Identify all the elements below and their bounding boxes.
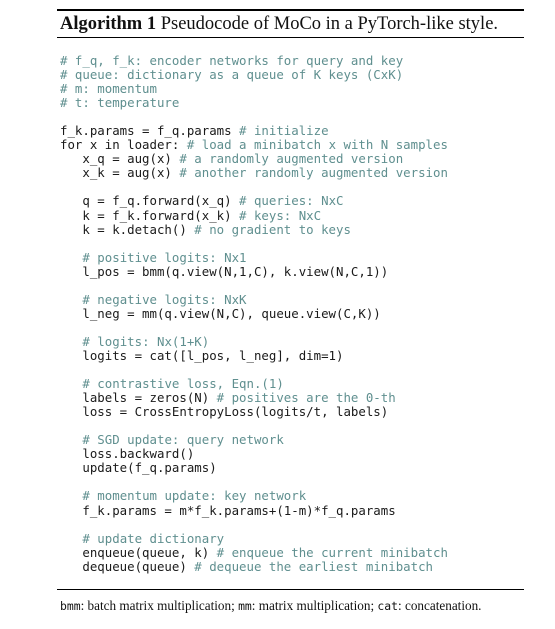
code-line — [60, 96, 448, 110]
code-text — [60, 432, 82, 447]
code-text — [60, 531, 82, 546]
code-comment: # SGD update: query network — [82, 432, 284, 448]
code-line — [60, 518, 448, 532]
code-line — [60, 180, 448, 194]
algorithm-heading — [60, 12, 530, 36]
code-text: f_k.params = m*f_k.params+(1-m)*f_q.params — [60, 502, 396, 518]
code-text: labels = zeros(N) — [60, 390, 217, 406]
code-line — [60, 335, 448, 349]
code-line — [60, 265, 448, 279]
code-text: l_pos = bmm(q.view(N,1,C), k.view(N,C,1)) — [60, 263, 389, 279]
caption-term-bmm: bmm — [60, 599, 81, 613]
header-rule — [57, 37, 524, 38]
code-line — [60, 321, 448, 335]
code-comment: # logits: Nx(1+K) — [82, 333, 210, 349]
code-line — [60, 363, 448, 377]
code-line — [60, 138, 448, 152]
code-text — [60, 376, 82, 391]
code-line — [60, 405, 448, 419]
code-text: logits = cat([l_pos, l_neg], dim=1) — [60, 347, 344, 363]
code-line — [60, 447, 448, 461]
code-line — [60, 349, 448, 363]
caption-term-cat: cat — [377, 599, 398, 613]
code-comment: # negative logits: NxK — [82, 291, 247, 307]
code-line — [60, 152, 448, 166]
code-comment: # queue: dictionary as a queue of K keys (CxK) — [60, 67, 404, 83]
code-comment: # momentum update: key network — [82, 488, 307, 504]
code-line — [60, 560, 448, 574]
code-line — [60, 504, 448, 518]
code-text: dequeue(queue) — [60, 558, 195, 574]
code-line — [60, 377, 448, 391]
code-line — [60, 209, 448, 223]
code-comment: # update dictionary — [82, 530, 225, 546]
caption-def-mm: : matrix multiplication; — [251, 598, 378, 613]
code-line — [60, 489, 448, 503]
algorithm-label: Algorithm 1 — [60, 14, 157, 34]
caption-def-cat: : concatenation. — [398, 598, 482, 613]
code-text: k = f_k.forward(x_k) — [60, 207, 240, 223]
code-line — [60, 279, 448, 293]
code-line — [60, 419, 448, 433]
code-comment: # contrastive loss, Eqn.(1) — [82, 376, 284, 392]
code-line — [60, 293, 448, 307]
code-text — [60, 292, 82, 307]
code-comment: # t: temperature — [60, 95, 180, 111]
code-text — [60, 250, 82, 265]
code-line — [60, 307, 448, 321]
code-text: for x in loader: — [60, 137, 187, 153]
code-line — [60, 223, 448, 237]
code-comment: # queries: NxC — [239, 193, 344, 209]
code-comment: # load a minibatch x with N samples — [186, 137, 448, 153]
code-text: loss = CrossEntropyLoss(logits/t, labels) — [60, 404, 389, 420]
code-text: x_q = aug(x) — [60, 151, 180, 167]
caption — [60, 598, 481, 614]
code-line — [60, 391, 448, 405]
code-text: k = k.detach() — [60, 221, 195, 237]
code-line — [60, 475, 448, 489]
code-comment: # a randomly augmented version — [179, 151, 404, 167]
code-line — [60, 54, 448, 68]
code-line — [60, 110, 448, 124]
code-text: l_neg = mm(q.view(N,C), queue.view(C,K)) — [60, 305, 381, 321]
code-comment: # no gradient to keys — [194, 221, 351, 237]
code-text: update(f_q.params) — [60, 460, 217, 476]
caption-def-bmm: : batch matrix multiplication; — [80, 598, 239, 613]
code-line — [60, 433, 448, 447]
code-line — [60, 461, 448, 475]
code-line — [60, 124, 448, 138]
code-text: q = f_q.forward(x_q) — [60, 193, 240, 209]
code-comment: # enqueue the current minibatch — [216, 544, 448, 560]
code-line — [60, 546, 448, 560]
bottom-rule — [57, 589, 524, 590]
code-line — [60, 251, 448, 265]
algorithm-title: Pseudocode of MoCo in a PyTorch-like style. — [160, 14, 499, 34]
code-comment: # positives are the 0-th — [216, 390, 396, 406]
code-comment: # positive logits: Nx1 — [82, 249, 247, 265]
code-line — [60, 68, 448, 82]
code-line — [60, 82, 448, 96]
code-line — [60, 237, 448, 251]
code-comment: # initialize — [239, 123, 329, 139]
code-comment: # m: momentum — [60, 81, 157, 97]
code-text: enqueue(queue, k) — [60, 544, 217, 560]
caption-term-mm: mm — [238, 599, 252, 613]
code-comment: # another randomly augmented version — [179, 165, 448, 181]
code-text: x_k = aug(x) — [60, 165, 180, 181]
pseudocode-block — [60, 54, 448, 574]
code-comment: # keys: NxC — [239, 207, 322, 223]
code-line — [60, 166, 448, 180]
code-text — [60, 488, 82, 503]
code-line — [60, 532, 448, 546]
top-rule — [57, 9, 524, 11]
code-line — [60, 194, 448, 208]
code-text — [60, 334, 82, 349]
code-comment: # dequeue the earliest minibatch — [194, 558, 433, 574]
code-comment: # f_q, f_k: encoder networks for query and key — [60, 53, 404, 68]
code-text: f_k.params = f_q.params — [60, 123, 240, 139]
code-text: loss.backward() — [60, 446, 195, 462]
